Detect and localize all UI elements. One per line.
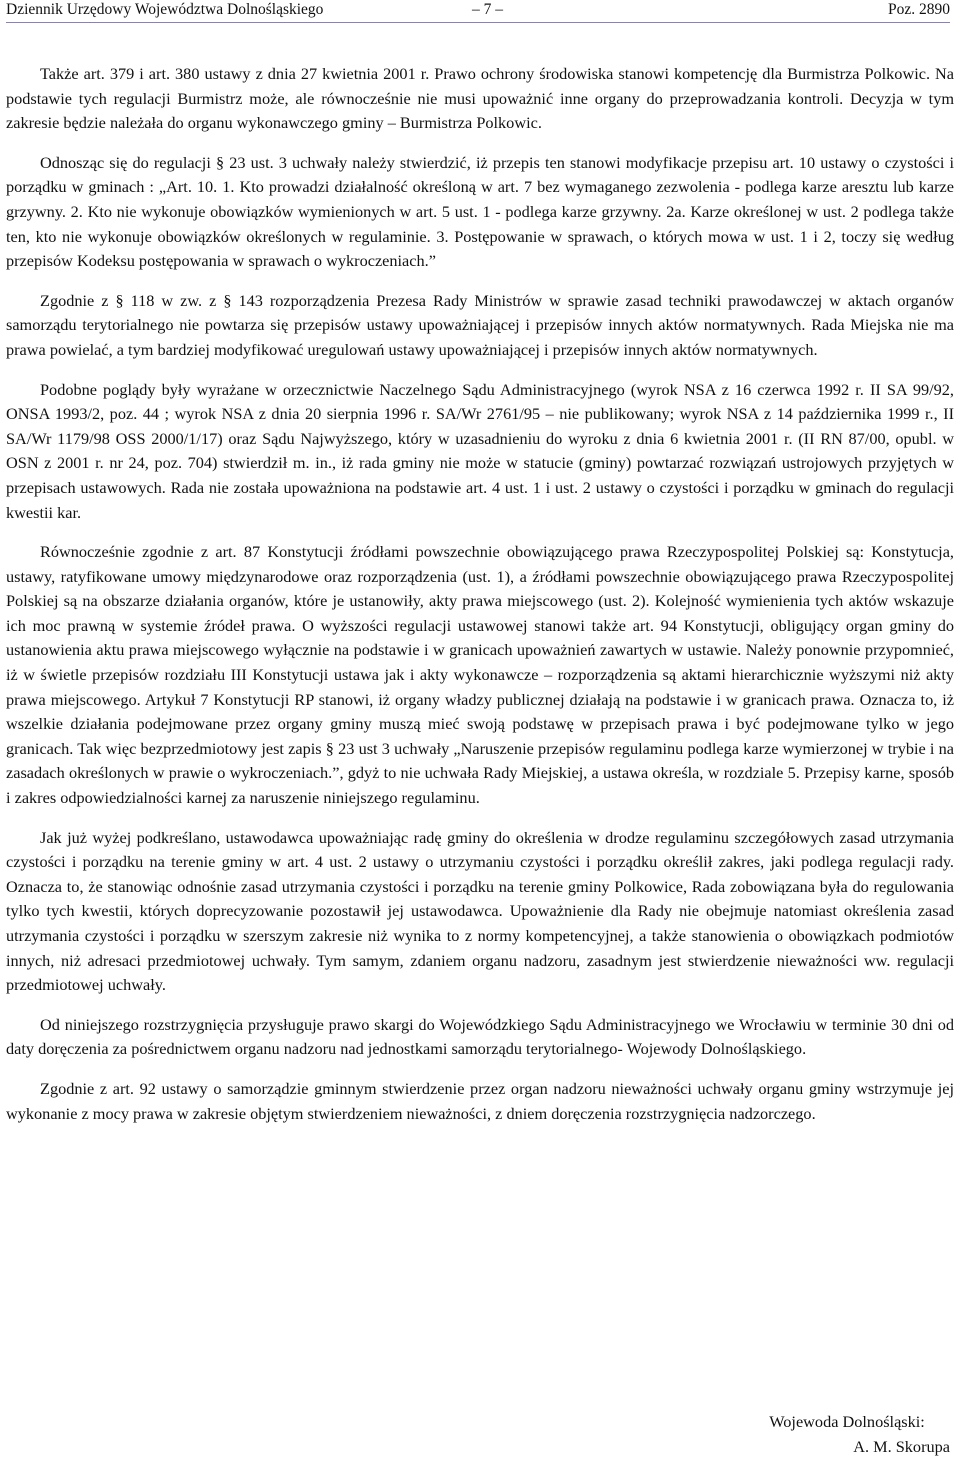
page-number: – 7 – bbox=[472, 1, 503, 18]
position-number: Poz. 2890 bbox=[888, 1, 950, 18]
paragraph: Równocześnie zgodnie z art. 87 Konstytucji źródłami powszechnie obowiązującego prawa Rzeczypospolitej Polskiej są: Konstytucja, ustawy, ratyfikowane umowy międzynarodowe oraz rozporządzenia (ust. 1), a źródłami powszechnie obowiązującego prawa Rzeczypospolitej Polskiej są na obszarze działania organów, które je ustanowiły, akty prawa miejscowego (ust. 2). Kolejność wymienienia tych aktów wskazuje ich moc prawną w systemie źródeł prawa. O wyższości regulacji ustawowej stanowi także art. 94 Konstytucji, obligujący organ gminy do ustanowienia aktu prawa miejscowego wyłącznie na podstawie i w granicach upoważnień zawartych w ustawie. Należy ponownie przypomnieć, iż w świetle przepisów rozdziału III Konstytucji ustawa jak i akty wykonawcze – rozporządzenia są aktami hierarchicznie wyższymi niż akty prawa miejscowego. Artykuł 7 Konstytucji RP stanowi, iż organy władzy publicznej działają na podstawie i w granicach prawa. Oznacza to, iż wszelkie działania podejmowane przez organy gminy muszą mieć swoją podstawę w przepisach prawa i być podejmowane tylko w jego granicach. Tak więc bezprzedmiotowy jest zapis § 23 ust 3 uchwały „Naruszenie przepisów regulaminu podlega karze wymierzonej w trybie i na zasadach określonych w prawie o wykroczeniach.”, gdyż to nie uchwała Rady Miejskiej, a ustawa określa, w rozdziale 5. Przepisy karne, sposób i zakres odpowiedzialności karnej za naruszenie niniejszego regulaminu. bbox=[6, 542, 954, 808]
paragraph: Także art. 379 i art. 380 ustawy z dnia 27 kwietnia 2001 r. Prawo ochrony środowiska stanowi kompetencję dla Burmistrza Polkowic. Na podstawie tych regulacji Burmistrz może, ale równocześnie nie musi upoważnić inne organy do przeprowadzania kontroli. Decyzja w tym zakresie będzie należała do organu wykonawczego gminy – Burmistrza Polkowic. bbox=[6, 64, 954, 133]
paragraph: Podobne poglądy były wyrażane w orzecznictwie Naczelnego Sądu Administracyjnego (wyrok NSA z 16 czerwca 1992 r. II SA 99/92, ONSA 1993/2, poz. 44 ; wyrok NSA z dnia 20 sierpnia 1996 r. SA/Wr 2761/95 – nie publikowany; wyrok NSA z 14 października 1999 r., II SA/Wr 1179/98 OSS 2000/1/17) oraz Sądu Najwyższego, który w uzasadnieniu do wyroku z dnia 6 kwietnia 2001 r. (II RN 87/00, opubl. w OSN z 2001 r. nr 24, poz. 704) stwierdził m. in., iż rada gminy nie może w statucie (gminy) powtarzać rozwiązań ustrojowych przyjętych w przepisach ustawowych. Rada nie została upoważniona na podstawie art. 4 ust. 1 i ust. 2 ustawy o czystości i porządku w gminach do regulacji kwestii kar. bbox=[6, 379, 954, 522]
header-divider bbox=[6, 22, 950, 23]
signatory-name: A. M. Skorupa bbox=[853, 1436, 950, 1456]
page-header bbox=[6, 0, 950, 22]
paragraph: Zgodnie z art. 92 ustawy o samorządzie gminnym stwierdzenie przez organ nadzoru nieważności uchwały organu gminy wstrzymuje jej wykonanie z mocy prawa w zakresie objętym stwierdzeniem nieważności, z dniem doręczenia rozstrzygnięcia nadzorczego. bbox=[6, 1078, 954, 1123]
signatory-title: Wojewoda Dolnośląski: bbox=[769, 1412, 925, 1431]
paragraph: Odnosząc się do regulacji § 23 ust. 3 uchwały należy stwierdzić, iż przepis ten stanowi modyfikacje przepisu art. 10 ustawy o czystości i porządku w gminach : „Art. 10. 1. Kto prowadzi działalność określoną w art. 7 bez wymaganego zezwolenia - podlega karze aresztu lub karze grzywny. 2. Kto nie wykonuje obowiązków wymienionych w art. 5 ust. 1 - podlega karze grzywny. 2a. Karze określonej w ust. 2 podlega także ten, kto nie wykonuje obowiązków określonych w regulaminie. 3. Postępowanie w sprawach, o których mowa w ust. 1 i 2, toczy się według przepisów Kodeksu postępowania w sprawach o wykroczeniach.” bbox=[6, 152, 954, 271]
signature-block bbox=[769, 1410, 950, 1459]
paragraph: Od niniejszego rozstrzygnięcia przysługuje prawo skargi do Wojewódzkiego Sądu Administracyjnego we Wrocławiu w terminie 30 dni od daty doręczenia za pośrednictwem organu nadzoru nad jednostkami samorządu terytorialnego- Wojewody Dolnośląskiego. bbox=[6, 1014, 954, 1059]
journal-title: Dziennik Urzędowy Województwa Dolnośląskiego bbox=[6, 1, 324, 18]
paragraph: Zgodnie z § 118 w zw. z § 143 rozporządzenia Prezesa Rady Ministrów w sprawie zasad techniki prawodawczej w aktach organów samorządu terytorialnego nie powtarza się przepisów ustawy upoważniającej i przepisów innych aktów normatywnych. Rada Miejska nie ma prawa powielać, a tym bardziej modyfikować uregulowań ustawy upoważniającej i przepisów innych aktów normatywnych. bbox=[6, 290, 954, 359]
paragraph: Jak już wyżej podkreślano, ustawodawca upoważniając radę gminy do określenia w drodze regulaminu szczegółowych zasad utrzymania czystości i porządku na terenie gminy w art. 4 ust. 2 ustawy o utrzymaniu czystości i porządku określił zakres, jaki podlega regulacji rady. Oznacza to, że stanowiąc odnośnie zasad utrzymania czystości i porządku na terenie gminy Polkowice, Rada zobowiązana była do regulowania tylko tych kwestii, których doprecyzowanie pozostawił jej ustawodawca. Upoważnienie dla Rady nie obejmuje natomiast określenia zasad utrzymania czystości i porządku w szerszym zakresie niż wynika to z normy kompetencyjnej, a także stanowienia o obowiązkach podmiotów innych, niż adresaci przedmiotowej uchwały. Tym samym, zdaniem organu nadzoru, zasadnym jest stwierdzenie nieważności ww. regulacji przedmiotowej uchwały. bbox=[6, 827, 954, 995]
document-body bbox=[6, 62, 954, 1141]
